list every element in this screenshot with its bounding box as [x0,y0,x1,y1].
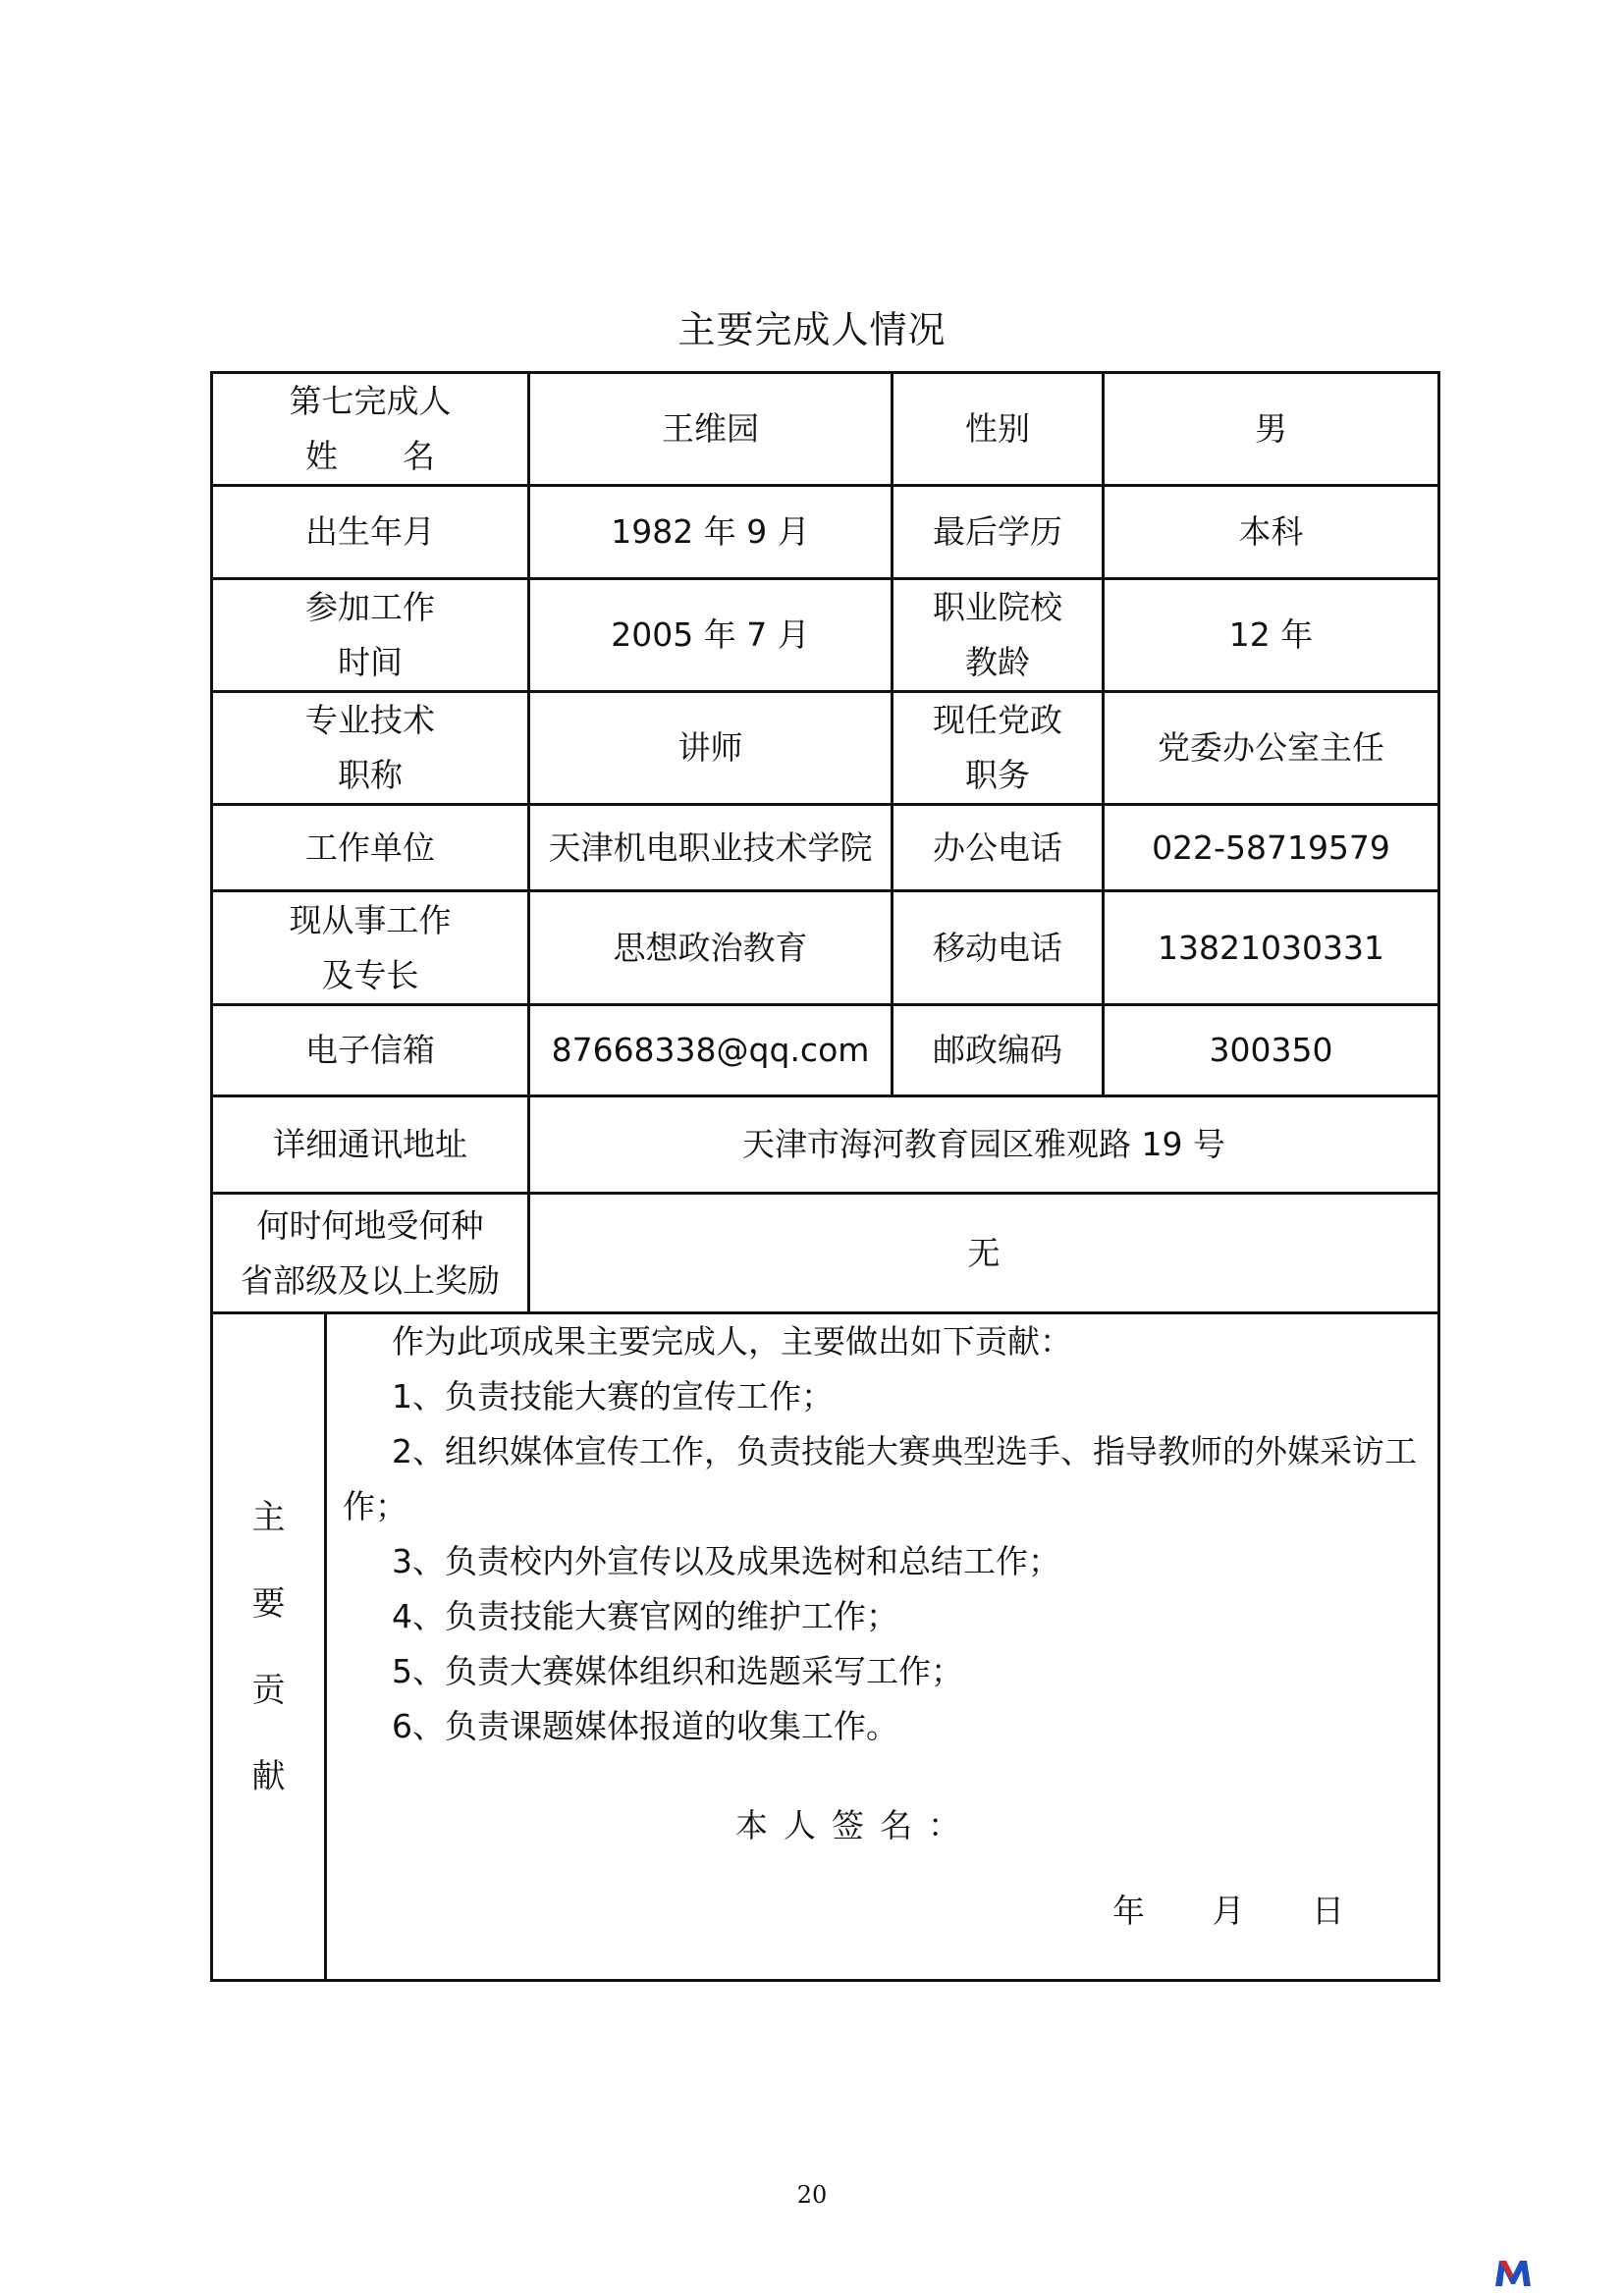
date-month-label: 月 [1212,1892,1245,1930]
label-postcode: 邮政编码 [893,1005,1104,1096]
watermark-logo-icon [1494,2258,1532,2287]
label-name: 第七完成人 姓 名 [212,373,529,486]
value-birth: 1982 年 9 月 [529,486,893,579]
value-education: 本科 [1104,486,1439,579]
label-contribution: 主 要 贡 献 [212,1313,326,1981]
row-work-start [212,579,1439,692]
contribution-item: 3、负责校内外宣传以及成果选树和总结工作； [392,1542,1060,1580]
label-office-phone: 办公电话 [893,805,1104,891]
value-mobile: 13821030331 [1104,891,1439,1005]
label-email: 电子信箱 [212,1005,529,1096]
value-party-post: 党委办公室主任 [1104,692,1439,805]
label-birth: 出生年月 [212,486,529,579]
label-mobile: 移动电话 [893,891,1104,1005]
value-employer: 天津机电职业技术学院 [529,805,893,891]
value-postcode: 300350 [1104,1005,1439,1096]
value-gender: 男 [1104,373,1439,486]
row-employer [212,805,1439,891]
page-title: 主要完成人情况 [677,308,947,351]
label-address: 详细通讯地址 [212,1096,529,1194]
label-awards: 何时何地受何种 省部级及以上奖励 [212,1194,529,1313]
main-contributor-table [210,371,1440,1982]
value-specialty: 思想政治教育 [529,891,893,1005]
row-title [212,692,1439,805]
label-employer: 工作单位 [212,805,529,891]
label-specialty: 现从事工作 及专长 [212,891,529,1005]
contribution-content [326,1313,1439,1981]
row-birth [212,486,1439,579]
row-specialty [212,891,1439,1005]
label-teaching-years: 职业院校 教龄 [893,579,1104,692]
value-name: 王维园 [529,373,893,486]
value-address: 天津市海河教育园区雅观路 19 号 [529,1096,1439,1194]
contribution-item: 1、负责技能大赛的宣传工作； [392,1377,834,1415]
row-contribution [212,1313,1439,1981]
row-name [212,373,1439,486]
contribution-item: 6、负责课题媒体报道的收集工作。 [392,1707,898,1745]
page-number: 20 [796,2181,828,2209]
date-day-label: 日 [1312,1892,1344,1930]
row-awards [212,1194,1439,1313]
label-work-start: 参加工作 时间 [212,579,529,692]
label-party-post: 现任党政 职务 [893,692,1104,805]
value-email: 87668338@qq.com [529,1005,893,1096]
label-gender: 性别 [893,373,1104,486]
value-awards: 无 [529,1194,1439,1313]
date-line [1112,1884,1401,1939]
contribution-item: 4、负责技能大赛官网的维护工作； [392,1597,898,1635]
contribution-item: 5、负责大赛媒体组织和选题采写工作； [392,1652,963,1690]
contribution-intro: 作为此项成果主要完成人，主要做出如下贡献： [392,1322,1072,1361]
value-teaching-years: 12 年 [1104,579,1439,692]
date-year-label: 年 [1112,1892,1145,1930]
label-education: 最后学历 [893,486,1104,579]
contribution-item: 2、组织媒体宣传工作，负责技能大赛典型选手、指导教师的外媒采访工 [392,1432,1417,1470]
value-tech-title: 讲师 [529,692,893,805]
row-email [212,1005,1439,1096]
contribution-item-continued: 作； [343,1487,407,1525]
row-address [212,1096,1439,1194]
value-office-phone: 022-58719579 [1104,805,1439,891]
value-work-start: 2005 年 7 月 [529,579,893,692]
signature-label: 本人签名： [735,1806,976,1844]
label-tech-title: 专业技术 职称 [212,692,529,805]
